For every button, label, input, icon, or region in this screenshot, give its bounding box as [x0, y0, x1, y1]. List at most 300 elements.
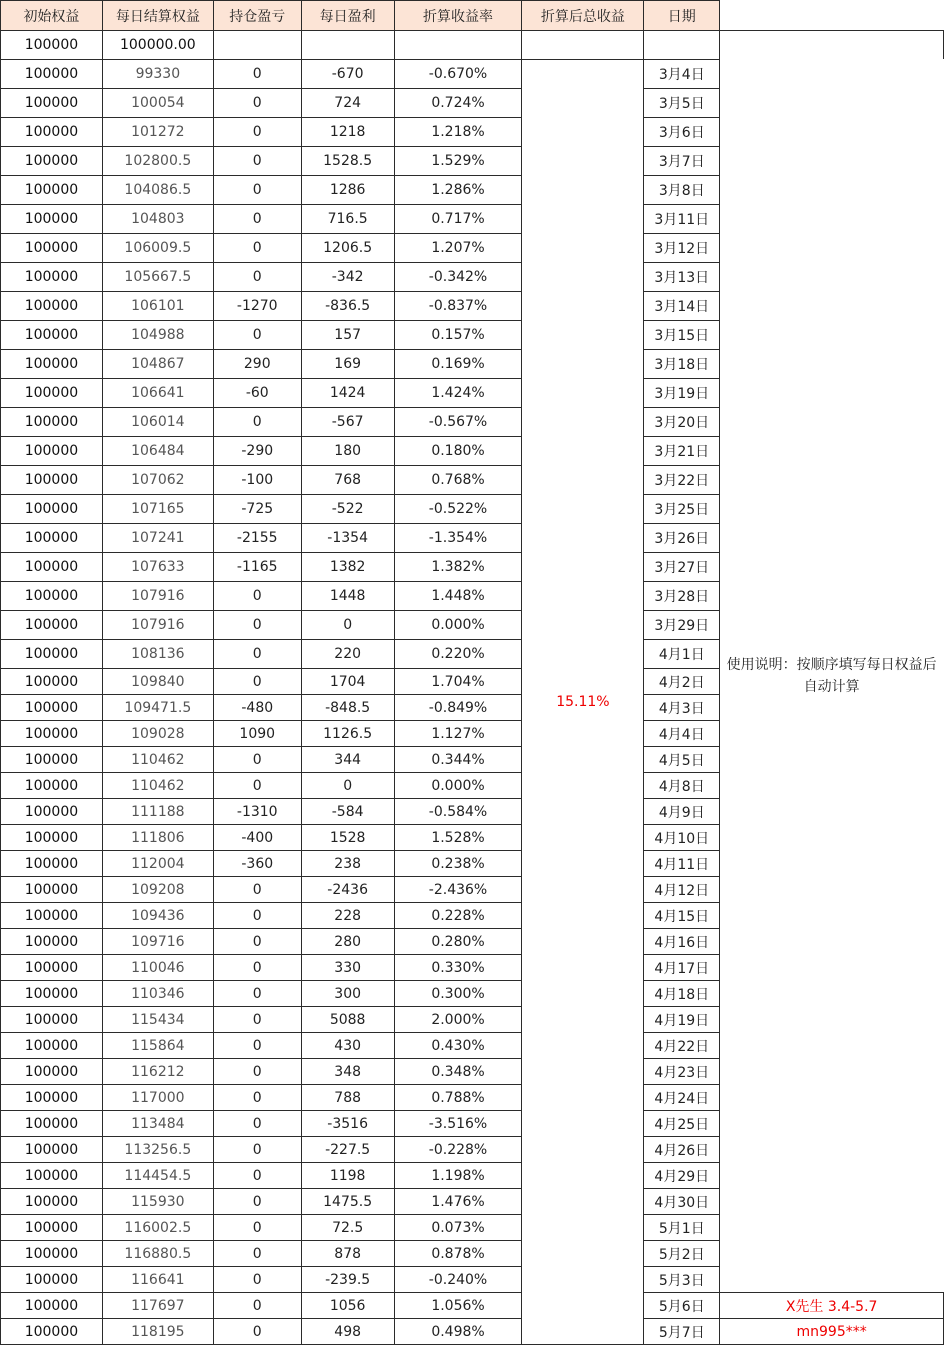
- table-cell[interactable]: 716.5: [301, 205, 394, 234]
- table-cell[interactable]: 104086.5: [102, 176, 213, 205]
- table-cell[interactable]: 104988: [102, 321, 213, 350]
- date-cell[interactable]: 3月13日: [644, 263, 720, 292]
- table-cell[interactable]: 109028: [102, 721, 213, 747]
- table-cell[interactable]: 0.430%: [394, 1033, 522, 1059]
- table-cell[interactable]: 788: [301, 1085, 394, 1111]
- date-cell[interactable]: 3月4日: [644, 60, 720, 89]
- table-cell[interactable]: 0: [213, 89, 301, 118]
- table-cell[interactable]: 0: [213, 1059, 301, 1085]
- table-cell[interactable]: 100000: [1, 1319, 103, 1345]
- table-cell[interactable]: 101272: [102, 118, 213, 147]
- table-cell[interactable]: 113256.5: [102, 1137, 213, 1163]
- table-cell[interactable]: 0: [213, 582, 301, 611]
- date-cell[interactable]: 3月11日: [644, 205, 720, 234]
- table-cell[interactable]: 115864: [102, 1033, 213, 1059]
- table-cell[interactable]: -836.5: [301, 292, 394, 321]
- signature-text[interactable]: X先生 3.4-5.7: [720, 1293, 944, 1319]
- table-cell[interactable]: 100000: [1, 350, 103, 379]
- date-cell[interactable]: 3月8日: [644, 176, 720, 205]
- table-cell[interactable]: 106009.5: [102, 234, 213, 263]
- table-cell[interactable]: 116212: [102, 1059, 213, 1085]
- table-cell[interactable]: 280: [301, 929, 394, 955]
- table-cell[interactable]: 100000: [1, 695, 103, 721]
- header-cell[interactable]: 每日盈利: [301, 1, 394, 31]
- table-cell[interactable]: 106101: [102, 292, 213, 321]
- table-cell[interactable]: 1382: [301, 553, 394, 582]
- header-cell[interactable]: 日期: [644, 1, 720, 31]
- table-cell[interactable]: 0.768%: [394, 466, 522, 495]
- table-cell[interactable]: 2.000%: [394, 1007, 522, 1033]
- table-cell[interactable]: 115930: [102, 1189, 213, 1215]
- table-cell[interactable]: 0: [213, 773, 301, 799]
- date-cell[interactable]: 4月4日: [644, 721, 720, 747]
- header-cell[interactable]: 持仓盈亏: [213, 1, 301, 31]
- table-cell[interactable]: 100000: [1, 147, 103, 176]
- table-cell[interactable]: 100000: [1, 955, 103, 981]
- total-return-value[interactable]: 15.11%: [522, 60, 644, 1345]
- table-cell[interactable]: 106014: [102, 408, 213, 437]
- table-cell[interactable]: 100000: [1, 1189, 103, 1215]
- table-cell[interactable]: 100000: [1, 877, 103, 903]
- table-cell[interactable]: 100000: [1, 825, 103, 851]
- date-cell[interactable]: 3月21日: [644, 437, 720, 466]
- table-cell[interactable]: 344: [301, 747, 394, 773]
- table-cell[interactable]: 109471.5: [102, 695, 213, 721]
- table-cell[interactable]: 0: [213, 1111, 301, 1137]
- date-cell[interactable]: 4月30日: [644, 1189, 720, 1215]
- table-cell[interactable]: 0: [213, 903, 301, 929]
- table-cell[interactable]: 1.207%: [394, 234, 522, 263]
- table-cell[interactable]: 104867: [102, 350, 213, 379]
- table-cell[interactable]: 100054: [102, 89, 213, 118]
- table-cell[interactable]: 0: [301, 611, 394, 640]
- table-cell[interactable]: 0: [213, 929, 301, 955]
- table-cell[interactable]: -0.849%: [394, 695, 522, 721]
- table-cell[interactable]: 100000: [1, 553, 103, 582]
- table-cell[interactable]: 100000: [1, 1007, 103, 1033]
- table-cell[interactable]: 100000: [1, 851, 103, 877]
- date-cell[interactable]: 4月23日: [644, 1059, 720, 1085]
- table-cell[interactable]: -1270: [213, 292, 301, 321]
- table-cell[interactable]: 1448: [301, 582, 394, 611]
- date-cell[interactable]: 4月8日: [644, 773, 720, 799]
- table-cell[interactable]: 100000: [1, 929, 103, 955]
- table-cell[interactable]: 100000: [1, 495, 103, 524]
- table-cell[interactable]: 100000: [1, 773, 103, 799]
- date-cell[interactable]: 3月14日: [644, 292, 720, 321]
- table-cell[interactable]: 430: [301, 1033, 394, 1059]
- table-cell[interactable]: -670: [301, 60, 394, 89]
- table-cell[interactable]: 114454.5: [102, 1163, 213, 1189]
- table-cell[interactable]: 0: [213, 1033, 301, 1059]
- table-cell[interactable]: 1424: [301, 379, 394, 408]
- table-cell[interactable]: 0.348%: [394, 1059, 522, 1085]
- header-cell[interactable]: 每日结算权益: [102, 1, 213, 31]
- table-cell[interactable]: 1.424%: [394, 379, 522, 408]
- table-cell[interactable]: 724: [301, 89, 394, 118]
- table-cell[interactable]: 0: [213, 147, 301, 176]
- table-cell[interactable]: -0.342%: [394, 263, 522, 292]
- table-cell[interactable]: [644, 31, 720, 60]
- date-cell[interactable]: 3月26日: [644, 524, 720, 553]
- table-cell[interactable]: 330: [301, 955, 394, 981]
- table-cell[interactable]: -0.567%: [394, 408, 522, 437]
- header-cell[interactable]: 初始权益: [1, 1, 103, 31]
- table-cell[interactable]: 0: [213, 981, 301, 1007]
- table-cell[interactable]: 100000: [1, 1137, 103, 1163]
- table-cell[interactable]: 0: [213, 263, 301, 292]
- table-cell[interactable]: 100000: [1, 176, 103, 205]
- table-cell[interactable]: 100000: [1, 1059, 103, 1085]
- table-cell[interactable]: 109840: [102, 669, 213, 695]
- table-cell[interactable]: 0: [213, 1137, 301, 1163]
- table-cell[interactable]: 100000: [1, 1111, 103, 1137]
- table-cell[interactable]: 100000: [1, 408, 103, 437]
- table-cell[interactable]: 169: [301, 350, 394, 379]
- table-cell[interactable]: 0.220%: [394, 640, 522, 669]
- table-cell[interactable]: -0.584%: [394, 799, 522, 825]
- table-cell[interactable]: 100000.00: [102, 31, 213, 60]
- table-cell[interactable]: 110462: [102, 747, 213, 773]
- table-cell[interactable]: 0: [213, 1085, 301, 1111]
- table-cell[interactable]: 0.717%: [394, 205, 522, 234]
- header-cell[interactable]: 折算收益率: [394, 1, 522, 31]
- table-cell[interactable]: 111806: [102, 825, 213, 851]
- table-cell[interactable]: 1.528%: [394, 825, 522, 851]
- table-cell[interactable]: 0: [213, 408, 301, 437]
- table-cell[interactable]: 106641: [102, 379, 213, 408]
- date-cell[interactable]: 5月3日: [644, 1267, 720, 1293]
- table-cell[interactable]: 0.344%: [394, 747, 522, 773]
- table-cell[interactable]: -1.354%: [394, 524, 522, 553]
- date-cell[interactable]: 4月16日: [644, 929, 720, 955]
- table-cell[interactable]: [213, 31, 301, 60]
- table-cell[interactable]: 99330: [102, 60, 213, 89]
- date-cell[interactable]: 4月15日: [644, 903, 720, 929]
- table-cell[interactable]: -342: [301, 263, 394, 292]
- table-cell[interactable]: [522, 31, 644, 60]
- table-cell[interactable]: -0.228%: [394, 1137, 522, 1163]
- table-cell[interactable]: 0.157%: [394, 321, 522, 350]
- date-cell[interactable]: 4月29日: [644, 1163, 720, 1189]
- date-cell[interactable]: 3月28日: [644, 582, 720, 611]
- table-cell[interactable]: 0.498%: [394, 1319, 522, 1345]
- date-cell[interactable]: 3月25日: [644, 495, 720, 524]
- table-cell[interactable]: 109436: [102, 903, 213, 929]
- date-cell[interactable]: 4月9日: [644, 799, 720, 825]
- empty-header-cell[interactable]: [720, 1, 944, 31]
- table-cell[interactable]: 109716: [102, 929, 213, 955]
- table-cell[interactable]: 1090: [213, 721, 301, 747]
- table-cell[interactable]: 1.198%: [394, 1163, 522, 1189]
- date-cell[interactable]: 4月10日: [644, 825, 720, 851]
- empty-cell[interactable]: [720, 31, 944, 60]
- table-cell[interactable]: 100000: [1, 1163, 103, 1189]
- table-cell[interactable]: 100000: [1, 1085, 103, 1111]
- table-cell[interactable]: -227.5: [301, 1137, 394, 1163]
- table-cell[interactable]: -100: [213, 466, 301, 495]
- table-cell[interactable]: -239.5: [301, 1267, 394, 1293]
- table-cell[interactable]: 0.228%: [394, 903, 522, 929]
- table-cell[interactable]: 0: [213, 669, 301, 695]
- table-cell[interactable]: -0.522%: [394, 495, 522, 524]
- table-cell[interactable]: 107062: [102, 466, 213, 495]
- table-cell[interactable]: -2436: [301, 877, 394, 903]
- table-cell[interactable]: 107916: [102, 611, 213, 640]
- table-cell[interactable]: 1.704%: [394, 669, 522, 695]
- table-cell[interactable]: 768: [301, 466, 394, 495]
- table-cell[interactable]: 117000: [102, 1085, 213, 1111]
- table-cell[interactable]: 0: [213, 1215, 301, 1241]
- table-cell[interactable]: 878: [301, 1241, 394, 1267]
- table-cell[interactable]: 100000: [1, 747, 103, 773]
- table-cell[interactable]: 1704: [301, 669, 394, 695]
- table-cell[interactable]: 228: [301, 903, 394, 929]
- date-cell[interactable]: 4月18日: [644, 981, 720, 1007]
- table-cell[interactable]: 100000: [1, 321, 103, 350]
- table-cell[interactable]: 72.5: [301, 1215, 394, 1241]
- table-cell[interactable]: 115434: [102, 1007, 213, 1033]
- table-cell[interactable]: 0.724%: [394, 89, 522, 118]
- table-cell[interactable]: 1528.5: [301, 147, 394, 176]
- table-cell[interactable]: 107241: [102, 524, 213, 553]
- table-cell[interactable]: 100000: [1, 118, 103, 147]
- table-cell[interactable]: 104803: [102, 205, 213, 234]
- table-cell[interactable]: 117697: [102, 1293, 213, 1319]
- table-cell[interactable]: 110346: [102, 981, 213, 1007]
- table-cell[interactable]: 107633: [102, 553, 213, 582]
- table-cell[interactable]: 107165: [102, 495, 213, 524]
- table-cell[interactable]: -522: [301, 495, 394, 524]
- table-cell[interactable]: 0: [213, 1267, 301, 1293]
- date-cell[interactable]: 4月1日: [644, 640, 720, 669]
- table-cell[interactable]: 1286: [301, 176, 394, 205]
- table-cell[interactable]: 110046: [102, 955, 213, 981]
- table-cell[interactable]: -0.240%: [394, 1267, 522, 1293]
- table-cell[interactable]: 1.056%: [394, 1293, 522, 1319]
- table-cell[interactable]: -1354: [301, 524, 394, 553]
- table-cell[interactable]: 0: [213, 60, 301, 89]
- table-cell[interactable]: 100000: [1, 799, 103, 825]
- table-cell[interactable]: -2.436%: [394, 877, 522, 903]
- table-cell[interactable]: 102800.5: [102, 147, 213, 176]
- table-cell[interactable]: [301, 31, 394, 60]
- table-cell[interactable]: 100000: [1, 1293, 103, 1319]
- table-cell[interactable]: 100000: [1, 1241, 103, 1267]
- date-cell[interactable]: 4月24日: [644, 1085, 720, 1111]
- table-cell[interactable]: -0.670%: [394, 60, 522, 89]
- table-cell[interactable]: 100000: [1, 263, 103, 292]
- table-cell[interactable]: 0: [213, 640, 301, 669]
- table-cell[interactable]: 0: [213, 1007, 301, 1033]
- table-cell[interactable]: 100000: [1, 89, 103, 118]
- date-cell[interactable]: 3月6日: [644, 118, 720, 147]
- table-cell[interactable]: -290: [213, 437, 301, 466]
- table-cell[interactable]: 0.169%: [394, 350, 522, 379]
- table-cell[interactable]: 1198: [301, 1163, 394, 1189]
- table-cell[interactable]: 112004: [102, 851, 213, 877]
- date-cell[interactable]: 5月6日: [644, 1293, 720, 1319]
- table-cell[interactable]: 0: [213, 611, 301, 640]
- table-cell[interactable]: 1126.5: [301, 721, 394, 747]
- table-cell[interactable]: 116641: [102, 1267, 213, 1293]
- table-cell[interactable]: 0: [213, 1241, 301, 1267]
- table-cell[interactable]: 100000: [1, 234, 103, 263]
- table-cell[interactable]: 100000: [1, 466, 103, 495]
- date-cell[interactable]: 5月1日: [644, 1215, 720, 1241]
- table-cell[interactable]: -1310: [213, 799, 301, 825]
- table-cell[interactable]: 100000: [1, 611, 103, 640]
- date-cell[interactable]: 4月26日: [644, 1137, 720, 1163]
- table-cell[interactable]: 113484: [102, 1111, 213, 1137]
- table-cell[interactable]: 100000: [1, 205, 103, 234]
- date-cell[interactable]: 3月19日: [644, 379, 720, 408]
- table-cell[interactable]: 0.000%: [394, 773, 522, 799]
- table-cell[interactable]: 1206.5: [301, 234, 394, 263]
- table-cell[interactable]: 100000: [1, 582, 103, 611]
- table-cell[interactable]: 1.382%: [394, 553, 522, 582]
- table-cell[interactable]: -60: [213, 379, 301, 408]
- table-cell[interactable]: 1056: [301, 1293, 394, 1319]
- table-cell[interactable]: 1.448%: [394, 582, 522, 611]
- table-cell[interactable]: 0.238%: [394, 851, 522, 877]
- table-cell[interactable]: 108136: [102, 640, 213, 669]
- table-cell[interactable]: 238: [301, 851, 394, 877]
- table-cell[interactable]: 1.127%: [394, 721, 522, 747]
- table-cell[interactable]: 1.286%: [394, 176, 522, 205]
- table-cell[interactable]: 1475.5: [301, 1189, 394, 1215]
- table-cell[interactable]: 1218: [301, 118, 394, 147]
- table-cell[interactable]: 0: [213, 877, 301, 903]
- date-cell[interactable]: 3月18日: [644, 350, 720, 379]
- table-cell[interactable]: 0.280%: [394, 929, 522, 955]
- table-cell[interactable]: -725: [213, 495, 301, 524]
- table-cell[interactable]: 107916: [102, 582, 213, 611]
- table-cell[interactable]: 180: [301, 437, 394, 466]
- date-cell[interactable]: 5月7日: [644, 1319, 720, 1345]
- table-cell[interactable]: 100000: [1, 379, 103, 408]
- date-cell[interactable]: 4月12日: [644, 877, 720, 903]
- id-text[interactable]: mn995***: [720, 1319, 944, 1345]
- table-cell[interactable]: 100000: [1, 31, 103, 60]
- table-cell[interactable]: 100000: [1, 437, 103, 466]
- table-cell[interactable]: -3516: [301, 1111, 394, 1137]
- table-cell[interactable]: 0: [213, 747, 301, 773]
- date-cell[interactable]: 4月3日: [644, 695, 720, 721]
- table-cell[interactable]: 100000: [1, 721, 103, 747]
- table-cell[interactable]: -3.516%: [394, 1111, 522, 1137]
- date-cell[interactable]: 4月2日: [644, 669, 720, 695]
- table-cell[interactable]: 0: [301, 773, 394, 799]
- date-cell[interactable]: 4月17日: [644, 955, 720, 981]
- table-cell[interactable]: 0: [213, 1293, 301, 1319]
- date-cell[interactable]: 4月11日: [644, 851, 720, 877]
- date-cell[interactable]: 4月22日: [644, 1033, 720, 1059]
- date-cell[interactable]: 3月7日: [644, 147, 720, 176]
- table-cell[interactable]: 290: [213, 350, 301, 379]
- table-cell[interactable]: 0: [213, 176, 301, 205]
- table-cell[interactable]: 0: [213, 118, 301, 147]
- date-cell[interactable]: 3月20日: [644, 408, 720, 437]
- date-cell[interactable]: 4月19日: [644, 1007, 720, 1033]
- table-cell[interactable]: -0.837%: [394, 292, 522, 321]
- table-cell[interactable]: 1.529%: [394, 147, 522, 176]
- table-cell[interactable]: 100000: [1, 903, 103, 929]
- table-cell[interactable]: -1165: [213, 553, 301, 582]
- table-cell[interactable]: -2155: [213, 524, 301, 553]
- table-cell[interactable]: 0: [213, 1163, 301, 1189]
- table-cell[interactable]: -480: [213, 695, 301, 721]
- table-cell[interactable]: 1.218%: [394, 118, 522, 147]
- table-cell[interactable]: 100000: [1, 524, 103, 553]
- table-cell[interactable]: 0: [213, 321, 301, 350]
- table-cell[interactable]: 100000: [1, 640, 103, 669]
- date-cell[interactable]: 3月22日: [644, 466, 720, 495]
- header-cell[interactable]: 折算后总收益: [522, 1, 644, 31]
- table-cell[interactable]: 110462: [102, 773, 213, 799]
- table-cell[interactable]: 116002.5: [102, 1215, 213, 1241]
- table-cell[interactable]: 100000: [1, 981, 103, 1007]
- table-cell[interactable]: 0: [213, 1189, 301, 1215]
- table-cell[interactable]: 100000: [1, 60, 103, 89]
- table-cell[interactable]: 100000: [1, 1215, 103, 1241]
- table-cell[interactable]: 1528: [301, 825, 394, 851]
- date-cell[interactable]: 3月29日: [644, 611, 720, 640]
- table-cell[interactable]: 0.788%: [394, 1085, 522, 1111]
- date-cell[interactable]: 4月5日: [644, 747, 720, 773]
- table-cell[interactable]: 0: [213, 955, 301, 981]
- date-cell[interactable]: 3月27日: [644, 553, 720, 582]
- table-cell[interactable]: 100000: [1, 1267, 103, 1293]
- table-cell[interactable]: -360: [213, 851, 301, 877]
- table-cell[interactable]: 0: [213, 234, 301, 263]
- table-cell[interactable]: 0: [213, 1319, 301, 1345]
- table-cell[interactable]: 100000: [1, 669, 103, 695]
- table-cell[interactable]: 118195: [102, 1319, 213, 1345]
- date-cell[interactable]: 3月12日: [644, 234, 720, 263]
- date-cell[interactable]: 4月25日: [644, 1111, 720, 1137]
- date-cell[interactable]: 5月2日: [644, 1241, 720, 1267]
- table-cell[interactable]: -400: [213, 825, 301, 851]
- table-cell[interactable]: 0.073%: [394, 1215, 522, 1241]
- table-cell[interactable]: 220: [301, 640, 394, 669]
- table-cell[interactable]: 0.180%: [394, 437, 522, 466]
- table-cell[interactable]: 0.878%: [394, 1241, 522, 1267]
- table-cell[interactable]: 0: [213, 205, 301, 234]
- table-cell[interactable]: 106484: [102, 437, 213, 466]
- table-cell[interactable]: 105667.5: [102, 263, 213, 292]
- table-cell[interactable]: 0.300%: [394, 981, 522, 1007]
- table-cell[interactable]: 0.000%: [394, 611, 522, 640]
- date-cell[interactable]: 3月5日: [644, 89, 720, 118]
- table-cell[interactable]: 5088: [301, 1007, 394, 1033]
- table-cell[interactable]: 100000: [1, 1033, 103, 1059]
- date-cell[interactable]: 3月15日: [644, 321, 720, 350]
- table-cell[interactable]: 300: [301, 981, 394, 1007]
- table-cell[interactable]: 0.330%: [394, 955, 522, 981]
- table-cell[interactable]: 348: [301, 1059, 394, 1085]
- table-cell[interactable]: 1.476%: [394, 1189, 522, 1215]
- table-cell[interactable]: [394, 31, 522, 60]
- table-cell[interactable]: 109208: [102, 877, 213, 903]
- table-cell[interactable]: 111188: [102, 799, 213, 825]
- table-cell[interactable]: -567: [301, 408, 394, 437]
- table-cell[interactable]: 157: [301, 321, 394, 350]
- table-cell[interactable]: 100000: [1, 292, 103, 321]
- table-cell[interactable]: 498: [301, 1319, 394, 1345]
- table-cell[interactable]: -584: [301, 799, 394, 825]
- table-cell[interactable]: -848.5: [301, 695, 394, 721]
